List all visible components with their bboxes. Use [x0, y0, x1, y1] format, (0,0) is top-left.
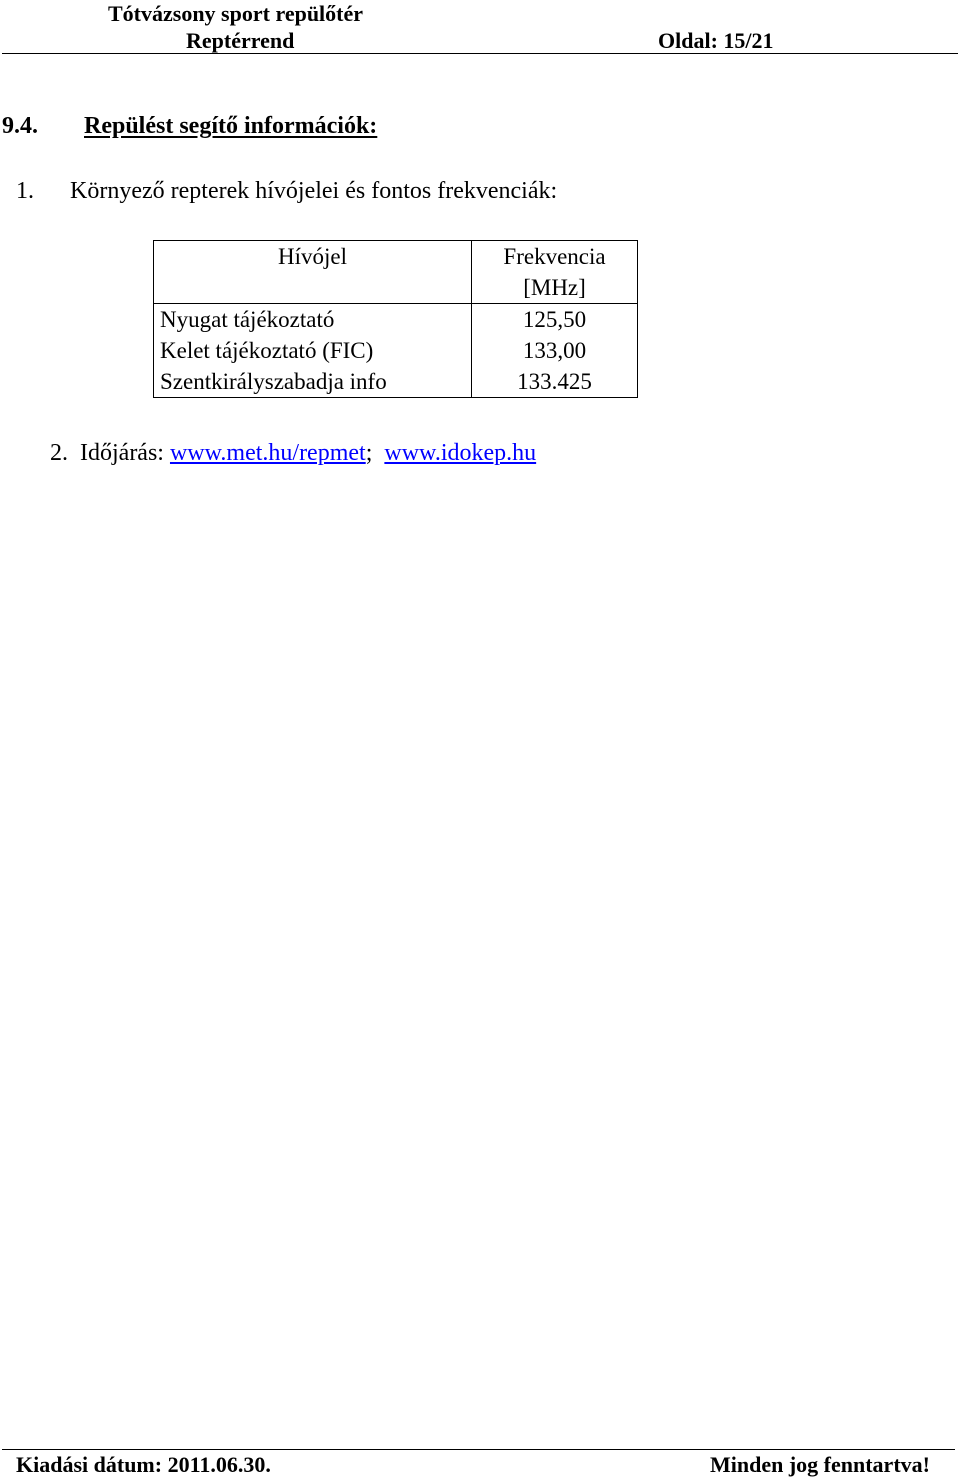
- list-item-2-number: 2.: [50, 440, 68, 466]
- section-heading: [2, 113, 377, 140]
- header-page-number: Oldal: 15/21: [658, 28, 774, 53]
- list-item-1: [16, 178, 557, 205]
- row-callsign: Szentkirályszabadja info: [154, 366, 472, 398]
- row-frequency: 125,50: [472, 304, 638, 336]
- list-item-1-number: 1.: [16, 178, 34, 204]
- row-callsign: Kelet tájékoztató (FIC): [154, 335, 472, 366]
- section-title-text: Repülést segítő információk:: [84, 113, 378, 139]
- header-frequency: [472, 241, 638, 304]
- weather-link-idokep[interactable]: www.idokep.hu: [384, 440, 537, 466]
- weather-link-met[interactable]: www.met.hu/repmet: [169, 440, 366, 466]
- header-callsign: Hívójel: [154, 241, 472, 304]
- table-row: [154, 304, 638, 336]
- table-header-row: [154, 241, 638, 304]
- row-callsign: Nyugat tájékoztató: [154, 304, 472, 336]
- table-row: [154, 335, 638, 366]
- footer-issue-date: Kiadási dátum: 2011.06.30.: [16, 1452, 271, 1477]
- header-frequency-line2: [MHz]: [523, 275, 586, 300]
- header-doc-title: Reptérrend: [186, 28, 295, 53]
- frequency-table: [153, 240, 638, 398]
- list-item-1-text: Környező repterek hívójelei és fontos frekvenciák:: [70, 178, 558, 204]
- section-number: 9.4.: [2, 113, 38, 139]
- footer-divider: [2, 1449, 955, 1450]
- header-org-name: Tótvázsony sport repülőtér: [108, 1, 364, 26]
- row-frequency: 133,00: [472, 335, 638, 366]
- header-frequency-line1: Frekvencia: [503, 244, 606, 269]
- weather-label: Időjárás:: [80, 440, 164, 466]
- header-divider: [2, 53, 958, 54]
- link-separator: ;: [365, 440, 373, 466]
- list-item-2: [50, 440, 536, 467]
- table-row: [154, 366, 638, 398]
- footer-rights: Minden jog fenntartva!: [710, 1452, 930, 1477]
- row-frequency: 133.425: [472, 366, 638, 398]
